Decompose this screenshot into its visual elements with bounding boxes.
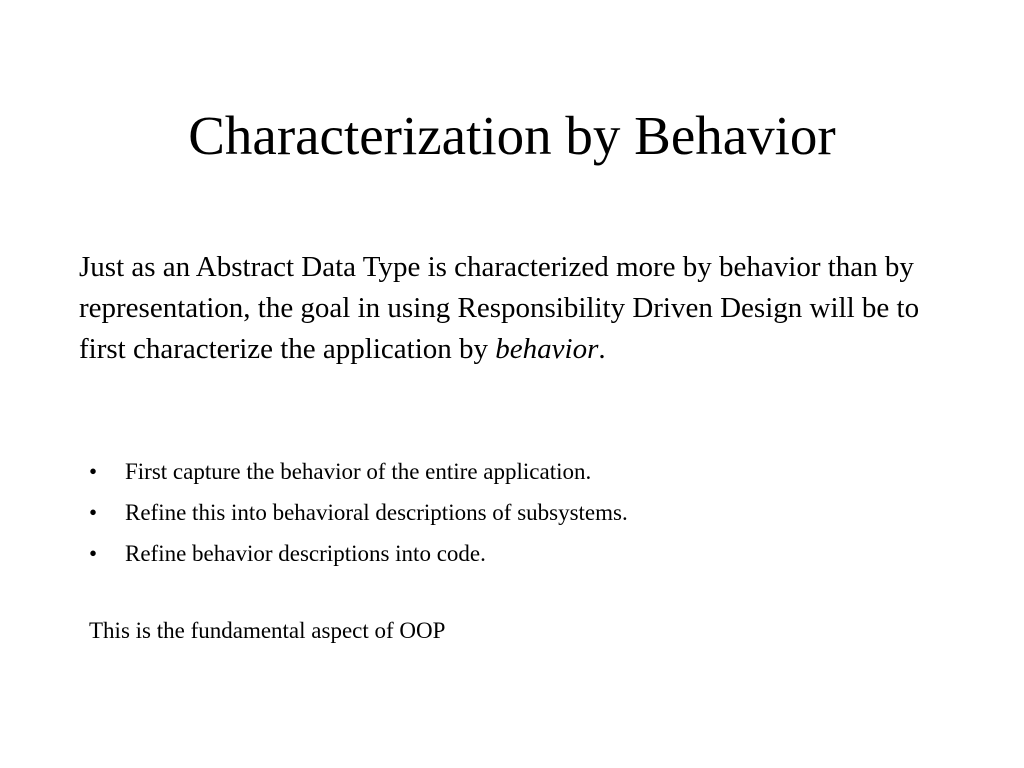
intro-text: Just as an Abstract Data Type is characterized more by behavior than by representation, the goal in using Responsibility Driven Design will be to first characterize the application by (79, 251, 920, 365)
bullet-icon: • (89, 500, 98, 525)
closing-statement: This is the fundamental aspect of OOP (89, 618, 446, 643)
bullet-item (89, 533, 949, 574)
slide-title: Characterization by Behavior (188, 105, 836, 166)
bullet-icon: • (89, 541, 98, 566)
bullet-item (89, 492, 949, 533)
bullet-icon: • (89, 459, 98, 484)
bullet-text: Refine this into behavioral descriptions of subsystems. (125, 500, 628, 525)
bullet-text: Refine behavior descriptions into code. (125, 541, 486, 566)
bullet-text: First capture the behavior of the entire application. (125, 459, 592, 484)
intro-end: . (598, 333, 606, 365)
intro-emphasis: behavior (495, 333, 599, 365)
bullet-item (89, 451, 949, 492)
bullet-list (89, 451, 949, 574)
intro-paragraph (79, 247, 959, 370)
